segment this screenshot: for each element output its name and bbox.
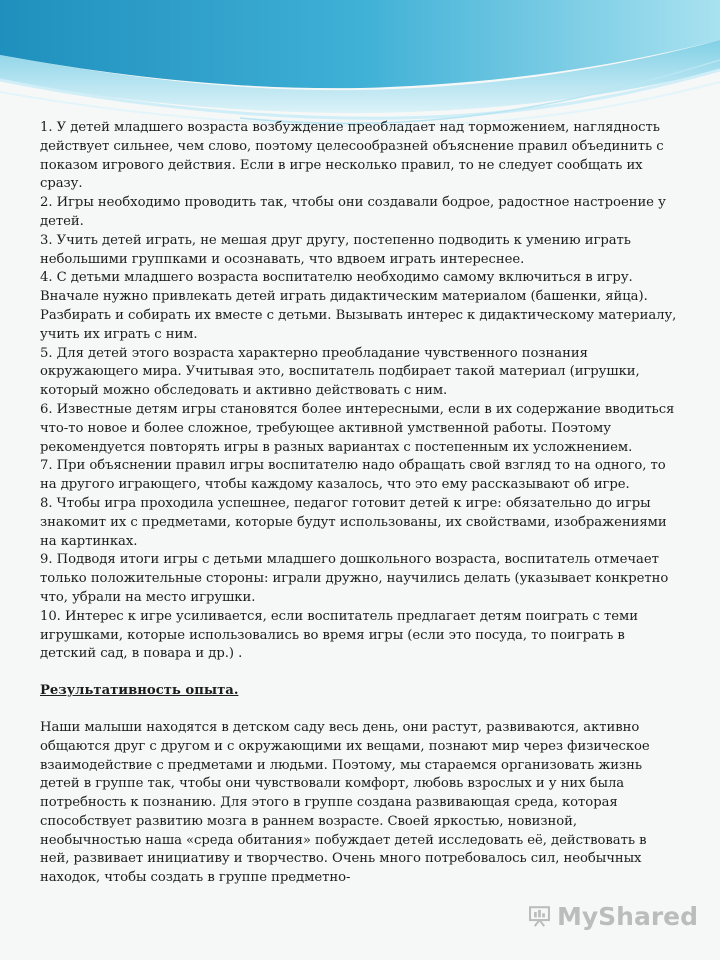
list-item: 5. Для детей этого возраста характерно преобладание чувственного познания окружающего мира. Учитывая это, воспитатель подбирает такой материал (игрушки, который можно обследовать и активно действовать с ним.: [40, 345, 640, 399]
list-item: 4. С детьми младшего возраста воспитателю необходимо самому включиться в игру. Вначале нужно привлекать детей играть дидактическим материалом (башенки, яйца). Разбирать и собирать их вместе с детьми. Вызывать интерес к дидактическому материалу, учить их играть с ним.: [40, 270, 677, 342]
list-item: 7. При объяснении правил игры воспитателю надо обращать свой взгляд то на одного, то на другого играющего, чтобы каждому казалось, что это ему рассказывают об игре.: [40, 458, 666, 493]
list-item: 3. Учить детей играть, не мешая друг другу, постепенно подводить к умению играть небольшими группками и осознавать, что вдвоем играть интереснее.: [40, 232, 631, 267]
list-item: 8. Чтобы игра проходила успешнее, педагог готовит детей к игре: обязательно до игры знакомит их с предметами, которые будут использованы, их свойствами, изображениями на картинках.: [40, 495, 667, 549]
watermark: [528, 896, 698, 936]
list-item: 9. Подводя итоги игры с детьми младшего дошкольного возраста, воспитатель отмечает только положительные стороны: играли дружно, научились делать (указывает конкретно что, убрали на место игрушки.: [40, 552, 669, 605]
list-item: 2. Игры необходимо проводить так, чтобы они создавали бодрое, радостное настроение у детей.: [40, 195, 666, 229]
list-item: 1. У детей младшего возраста возбуждение преобладает над торможением, наглядность действует сильнее, чем слово, поэтому целесообразней объяснение правил объединить с показом игрового действия. Если в игре несколько правил, то не следует сообщать их сразу.: [40, 120, 664, 192]
list-item: 10. Интерес к игре усиливается, если воспитатель предлагает детям поиграть с теми игрушками, которые использовались во время игры (если это посуда, то поиграть в детский сад, в повара и др.) .: [40, 608, 638, 662]
recommendations-list: [40, 119, 680, 664]
document-body: [40, 119, 680, 888]
watermark-text: MyShared: [556, 901, 698, 931]
list-item: 6. Известные детям игры становятся более интересными, если в их содержание вводиться что-то новое и более сложное, требующее активной умственной работы. Поэтому рекомендуется повторять игры в разных вариантах с постепенным их усложнением.: [40, 401, 675, 455]
presentation-icon: [528, 899, 551, 933]
section-title: Результативность опыта.: [40, 683, 239, 699]
body-paragraph: Наши малыши находятся в детском саду весь день, они растут, развиваются, активно общаются друг с другом и с окружающими их вещами, познают мир через физическое взаимодействие с предметами и людьми. Поэтому, мы стараемся организовать жизнь детей в группе так, чтобы они чувствовали комфорт, любовь взрослых и у них была потребность к познанию. Для этого в группе создана развивающая среда, которая способствует развитию мозга в раннем возрасте. Своей яркостью, новизной, необычностью наша «среда обитания» побуждает детей исследовать её, действовать в ней, развивает инициативу и творчество. Очень много потребовалось сил, необычных находок, чтобы создать в группе предметно-: [40, 719, 650, 886]
